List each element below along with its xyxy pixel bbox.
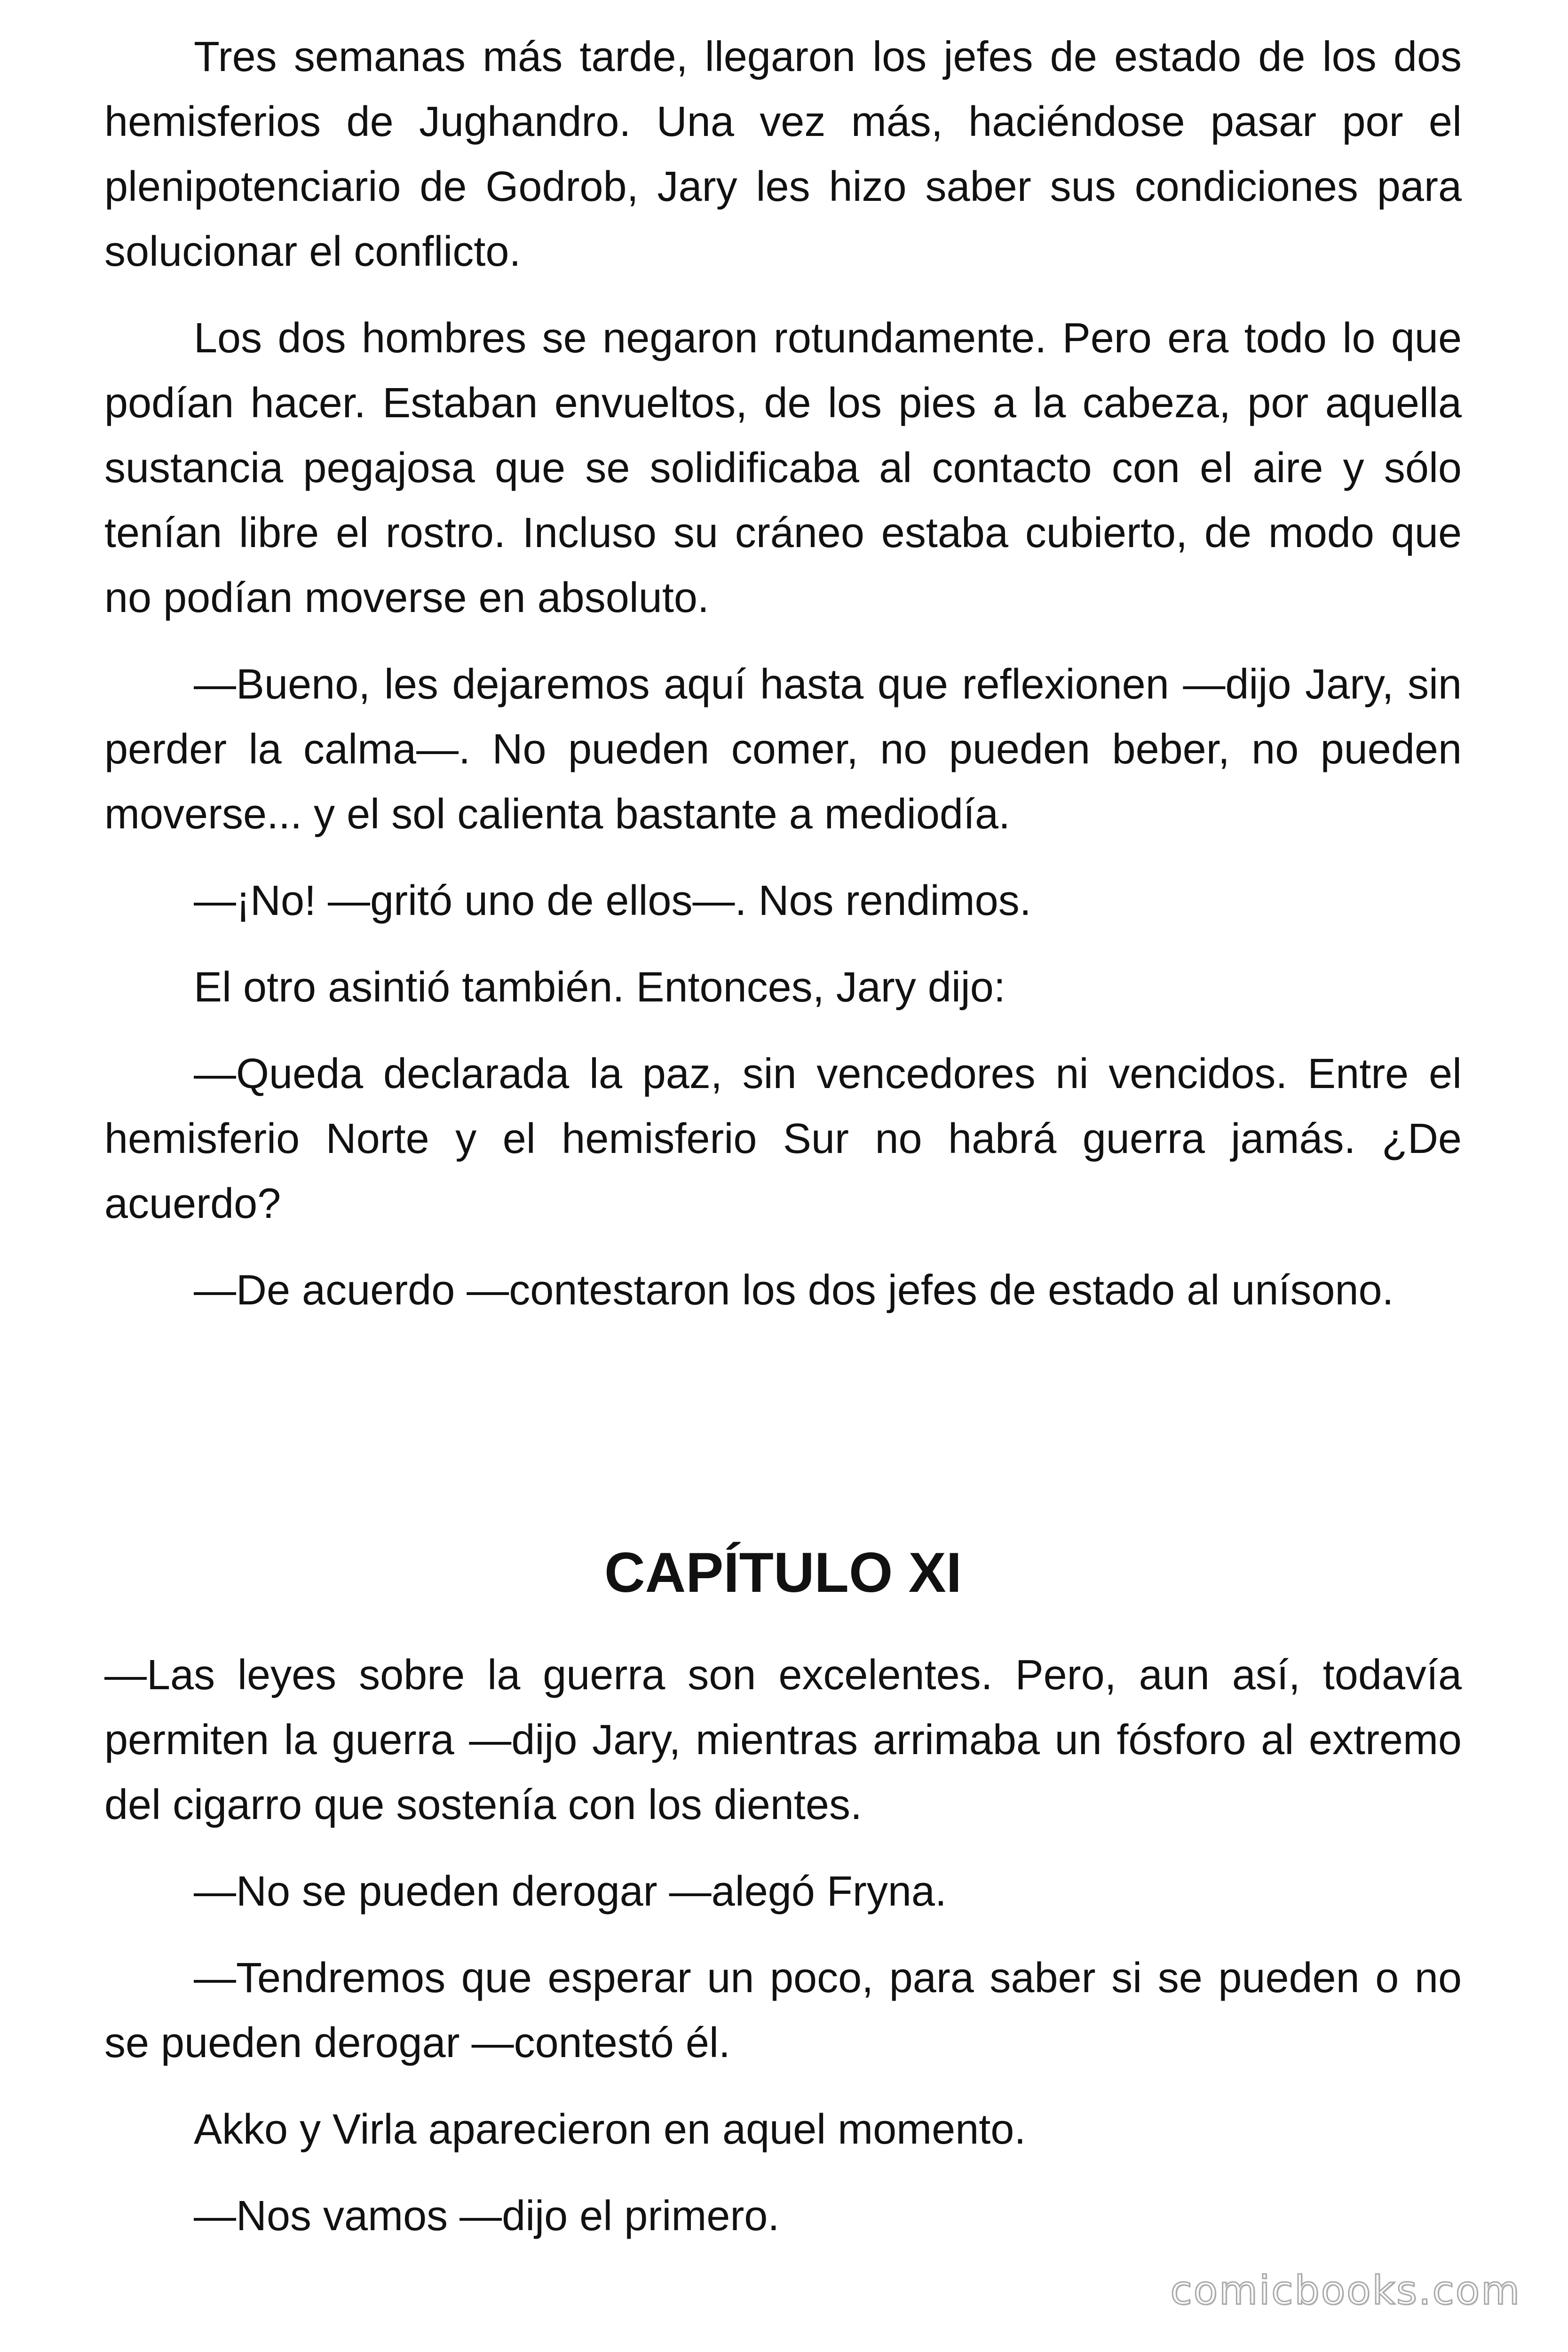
paragraph: —No se pueden derogar —alegó Fryna. [194, 1868, 947, 1915]
watermark-logo: comicbooks.com [1170, 2267, 1521, 2313]
paragraph: Los dos hombres se negaron rotundamente. Pero era todo lo que podían hacer. Estaban envueltos, de los pies a la cabeza, por aquella sustancia pegajosa que se solidificaba al contacto con el aire y sólo tenían libre el rostro. Incluso su cráneo estaba cubierto, de modo que no podían moverse en absoluto. [104, 315, 1462, 621]
paragraph: —¡No! —gritó uno de ellos—. Nos rendimos. [194, 877, 1031, 924]
paragraph: —Las leyes sobre la guerra son excelentes. Pero, aun así, todavía permiten la guerra —dijo Jary, mientras arrimaba un fósforo al extremo del cigarro que sostenía con los dientes. [104, 1652, 1462, 1828]
paragraph: El otro asintió también. Entonces, Jary dijo: [194, 964, 1006, 1011]
paragraph: —De acuerdo —contestaron los dos jefes de estado al unísono. [194, 1267, 1394, 1314]
chapter-title: CAPÍTULO XI [604, 1541, 962, 1604]
body-text-part2 [104, 1643, 1462, 2249]
paragraph: —Bueno, les dejaremos aquí hasta que reflexionen —dijo Jary, sin perder la calma—. No pueden comer, no pueden beber, no pueden moverse... y el sol calienta bastante a mediodía. [104, 661, 1462, 838]
paragraph: —Queda declarada la paz, sin vencedores ni vencidos. Entre el hemisferio Norte y el hemisferio Sur no habrá guerra jamás. ¿De acuerdo? [104, 1050, 1462, 1227]
paragraph: Tres semanas más tarde, llegaron los jefes de estado de los dos hemisferios de Jughandro. Una vez más, haciéndose pasar por el plenipotenciario de Godrob, Jary les hizo saber sus condiciones para solucionar el conflicto. [104, 33, 1462, 275]
paragraph: —Nos vamos —dijo el primero. [194, 2193, 780, 2240]
paragraph: —Tendremos que esperar un poco, para saber si se pueden o no se pueden derogar —contestó él. [104, 1955, 1462, 2066]
paragraph: Akko y Virla aparecieron en aquel momento. [194, 2106, 1026, 2153]
body-text-part1 [104, 24, 1462, 1323]
